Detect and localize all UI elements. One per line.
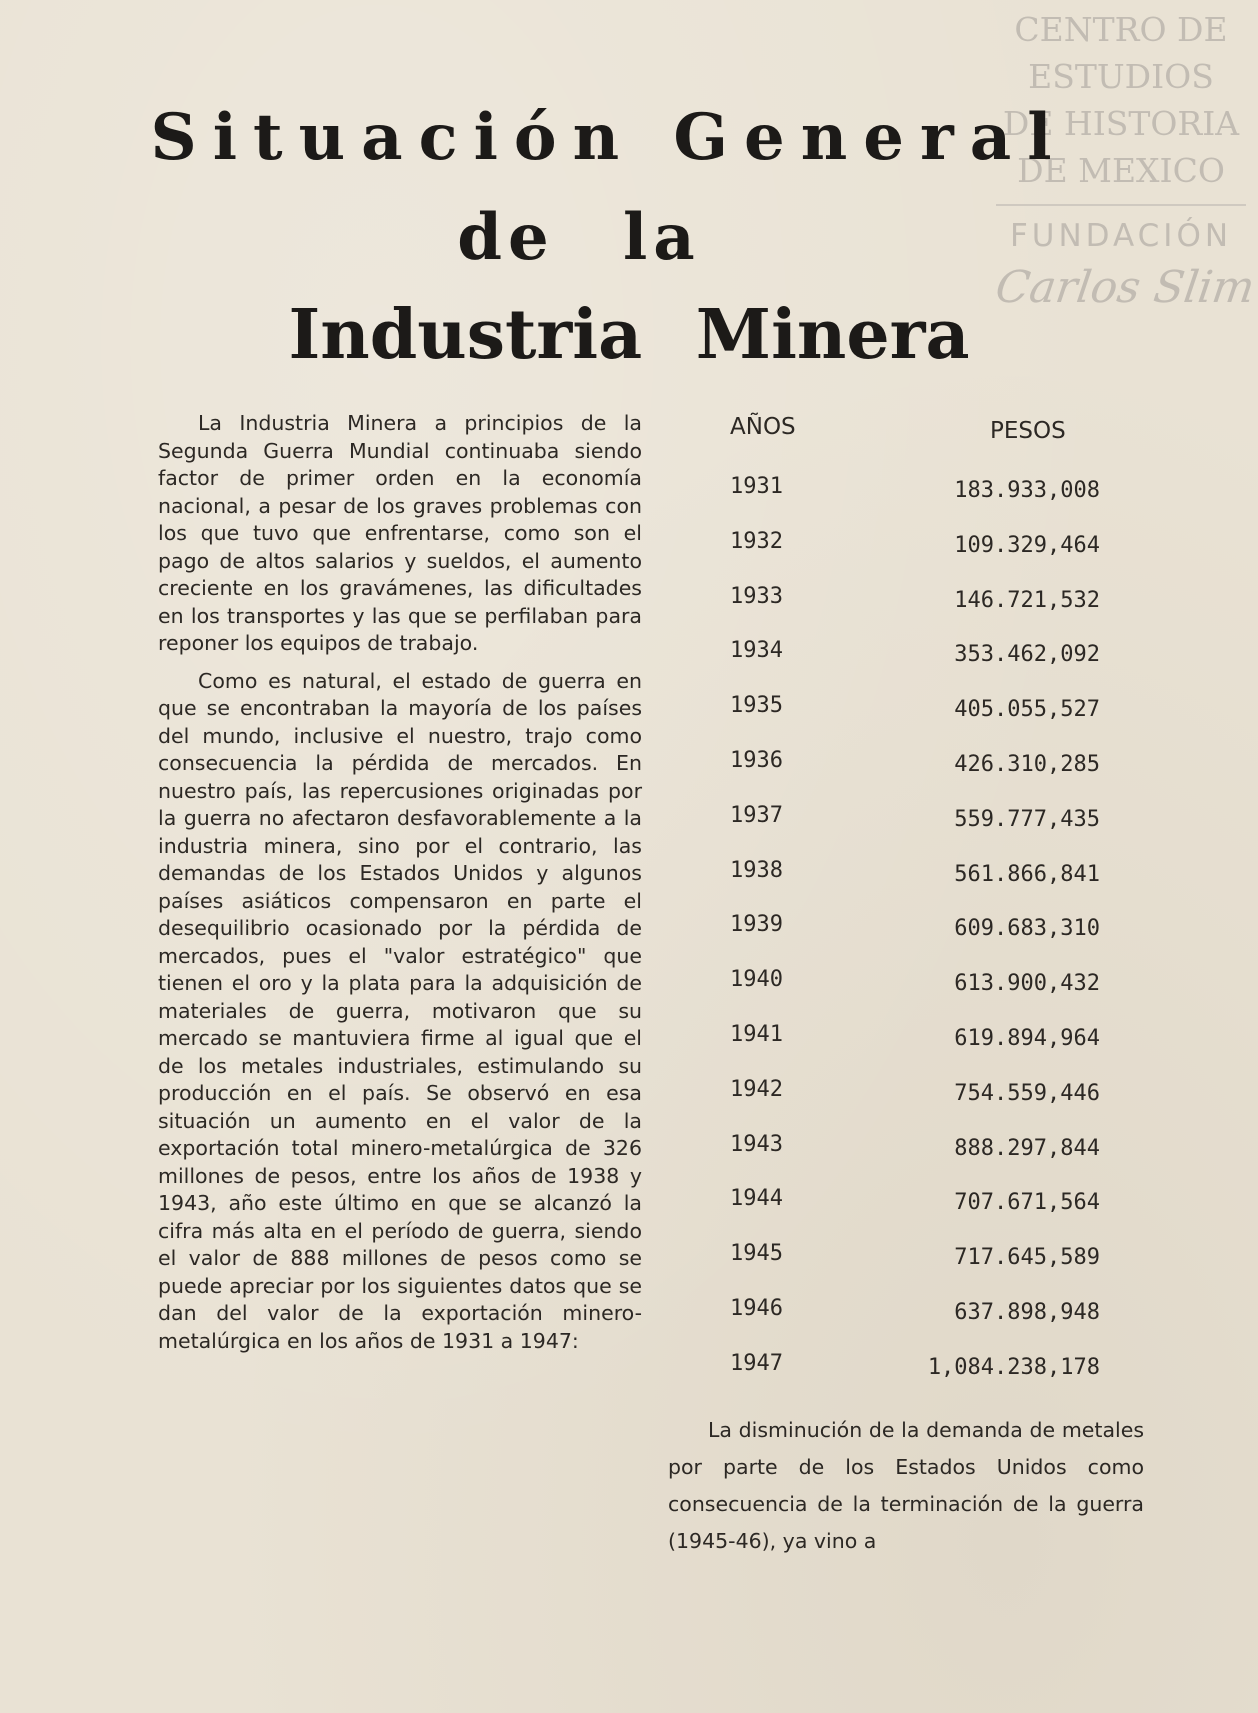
continuation-paragraph: La disminución de la demanda de metales por parte de los Estados Unidos como consecuencia de la terminación de la guerra (1945-46), ya vino a (668, 1418, 1144, 1553)
watermark-line: ESTUDIOS (1028, 57, 1214, 96)
watermark-line: DE HISTORIA (1002, 104, 1240, 143)
year-cell: 1932 (730, 528, 783, 554)
pesos-cell: 353.462,092 (954, 642, 1100, 668)
page-title-line-2: de la (457, 200, 701, 275)
year-cell: 1936 (730, 747, 783, 773)
table-row (690, 1132, 1150, 1187)
table-rows (690, 474, 1150, 1406)
pesos-cell: 888.297,844 (954, 1135, 1100, 1161)
body-text-column (158, 410, 642, 1365)
table-row (690, 967, 1150, 1022)
column-header-pesos: PESOS (990, 418, 1066, 444)
body-paragraph-1: La Industria Minera a principios de la Segunda Guerra Mundial continuaba siendo factor de primer orden en la economía nacional, a pesar de los graves problemas con los que tuvo que enfrentarse, como son el pago de altos salarios y sueldos, el aumento creciente en los gravámenes, las dificultades en los transportes y las que se perfilaban para reponer los equipos de trabajo. (158, 411, 642, 655)
table-row (690, 1351, 1150, 1406)
year-cell: 1946 (730, 1295, 783, 1321)
table-row (690, 748, 1150, 803)
body-paragraph-2: Como es natural, el estado de guerra en que se encontraban la mayoría de los países del mundo, inclusive el nuestro, trajo como consecuencia la pérdida de mercados. En nuestro país, las repercusiones originadas por la guerra no afectaron desfavorablemente a la industria minera, sino por el contrario, las demandas de los Estados Unidos y algunos países asiáticos compensaron en parte el desequilibrio ocasionado por la pérdida de mercados, pues el "valor estratégico" que tienen el oro y la plata para la adquisición de materiales de guerra, motivaron que su mercado se mantuviera firme al igual que el de los metales industriales, estimulando su producción en el país. Se observó en esa situación un aumento en el valor de la exportación total minero-metalúrgica de 326 millones de pesos, entre los años de 1938 y 1943, año este último en que se alcanzó la cifra más alta en el período de guerra, siendo el valor de 888 millones de pesos como se puede apreciar por los siguientes datos que se dan del valor de la exportación minero-metalúrgica en los años de 1931 a 1947: (158, 668, 642, 1353)
year-cell: 1934 (730, 638, 783, 664)
pesos-cell: 405.055,527 (954, 697, 1100, 723)
pesos-cell: 717.645,589 (954, 1245, 1100, 1271)
table-row (690, 529, 1150, 584)
table-row (690, 638, 1150, 693)
watermark-line: DE MEXICO (1017, 151, 1225, 190)
pesos-cell: 754.559,446 (954, 1080, 1100, 1106)
watermark-signature: Carlos Slim (992, 262, 1258, 313)
year-cell: 1938 (730, 857, 783, 883)
year-cell: 1945 (730, 1241, 783, 1267)
pesos-cell: 1,084.238,178 (927, 1354, 1100, 1380)
pesos-cell: 619.894,964 (954, 1025, 1100, 1051)
year-cell: 1941 (730, 1021, 783, 1047)
pesos-cell: 183.933,008 (954, 478, 1100, 503)
table-row (690, 858, 1150, 913)
year-cell: 1942 (730, 1076, 783, 1102)
table-row (690, 1022, 1150, 1077)
page-title-line-1: Situación General (150, 100, 1068, 175)
pesos-cell: 637.898,948 (954, 1299, 1100, 1325)
pesos-cell: 613.900,432 (954, 971, 1100, 997)
pesos-cell: 609.683,310 (954, 916, 1100, 942)
table-row (690, 584, 1150, 639)
table-row (690, 1241, 1150, 1296)
table-row (690, 1077, 1150, 1132)
pesos-cell: 146.721,532 (954, 587, 1100, 613)
year-cell: 1935 (730, 693, 783, 719)
year-cell: 1931 (730, 474, 783, 499)
pesos-cell: 707.671,564 (954, 1190, 1100, 1216)
table-row (690, 1186, 1150, 1241)
table-row (690, 474, 1150, 529)
pesos-cell: 426.310,285 (954, 751, 1100, 777)
table-row (690, 803, 1150, 858)
column-header-years: AÑOS (730, 414, 796, 440)
pesos-cell: 109.329,464 (954, 532, 1100, 558)
year-cell: 1943 (730, 1131, 783, 1157)
pesos-cell: 559.777,435 (954, 806, 1100, 832)
year-cell: 1944 (730, 1186, 783, 1212)
page-title-line-3: Industria Minera (288, 295, 970, 375)
year-cell: 1947 (730, 1350, 783, 1376)
year-cell: 1933 (730, 583, 783, 609)
year-cell: 1939 (730, 912, 783, 938)
watermark-foundation: FUNDACIÓN (1009, 218, 1233, 254)
table-row (690, 1296, 1150, 1351)
table-row (690, 693, 1150, 748)
table-row (690, 912, 1150, 967)
year-cell: 1937 (730, 802, 783, 828)
watermark-line: CENTRO DE (1014, 10, 1228, 49)
year-cell: 1940 (730, 967, 783, 993)
pesos-cell: 561.866,841 (954, 861, 1100, 887)
